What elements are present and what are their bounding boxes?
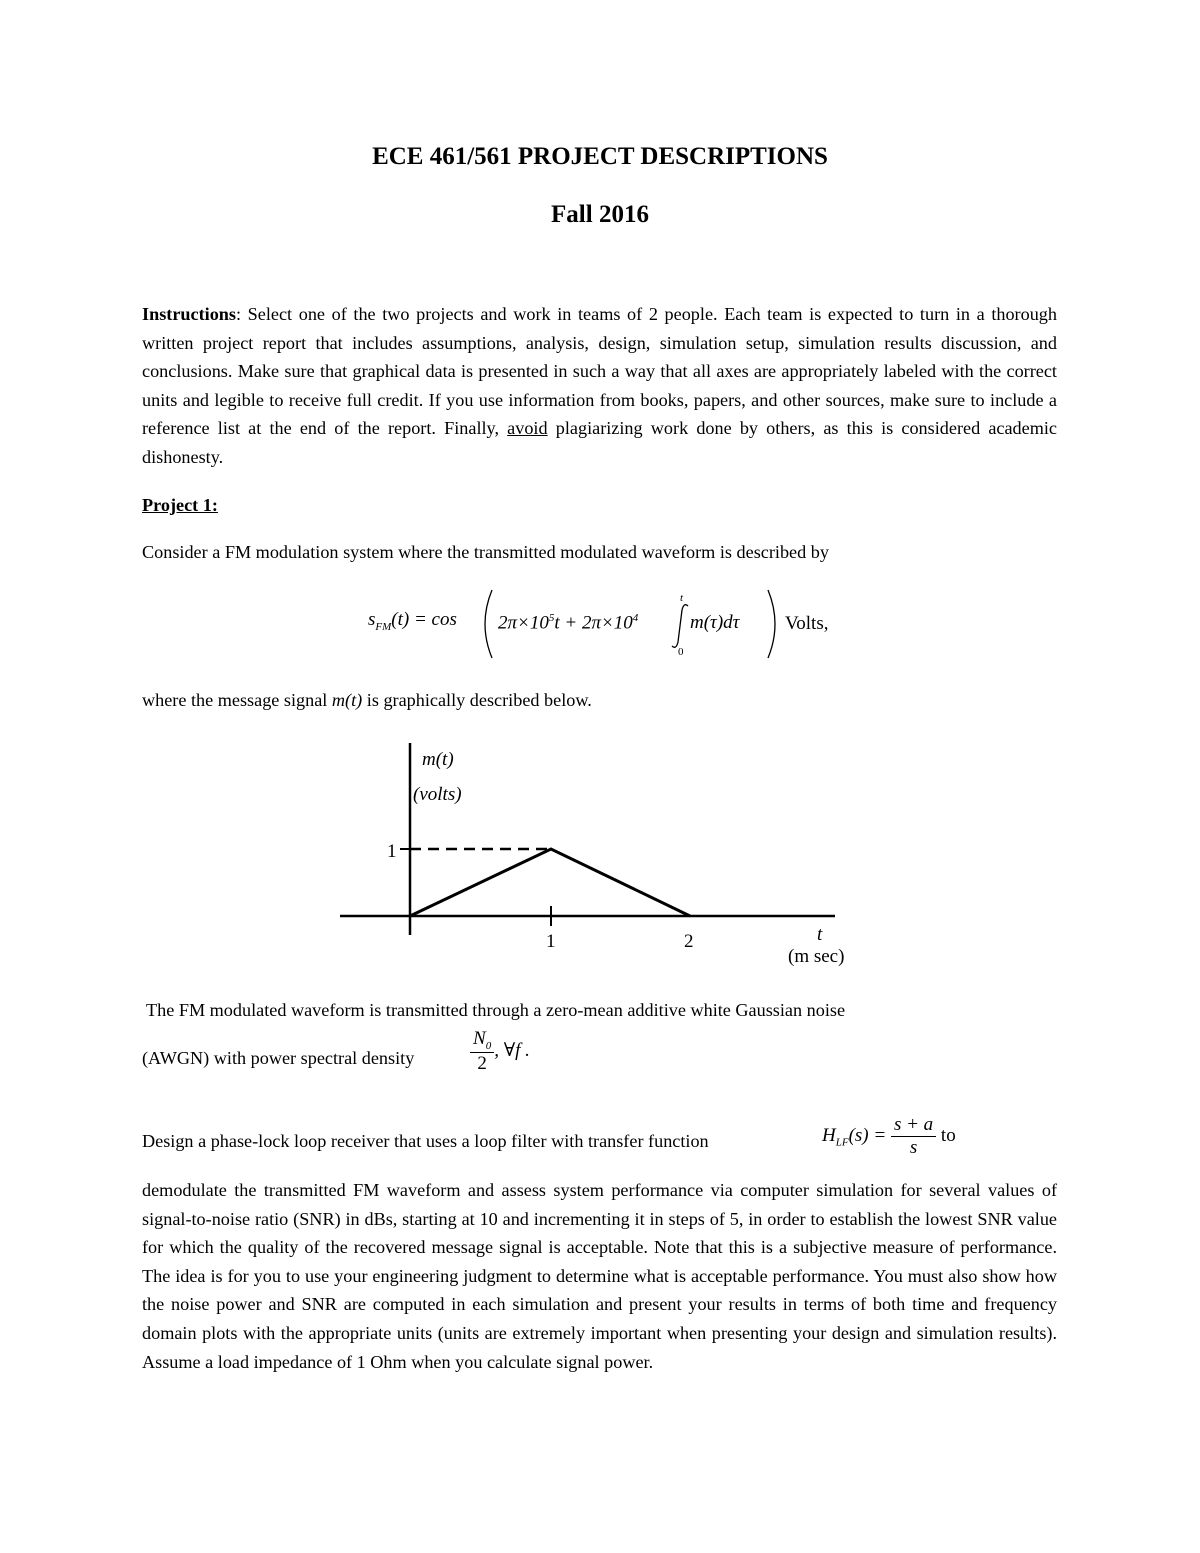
triangle-pulse <box>410 849 690 916</box>
psd-denominator: 2 <box>477 1052 487 1074</box>
tf-lhs: H <box>822 1124 836 1146</box>
instructions-emphasis: avoid <box>507 418 548 439</box>
document-term: Fall 2016 <box>551 201 649 228</box>
psd-tail: , ∀f . <box>494 1039 530 1061</box>
message-symbol: m(t) <box>331 690 363 710</box>
eq-exp2: 4 <box>632 612 639 624</box>
fm-equation <box>368 609 457 633</box>
y-label-1: m(t) <box>422 749 454 770</box>
message-line-b: is graphically described below. <box>362 690 592 710</box>
project1-intro: Consider a FM modulation system where the transmitted modulated waveform is described by <box>142 542 829 562</box>
x-tick-label-2: 2 <box>684 931 694 952</box>
message-signal-figure <box>330 735 870 975</box>
eq-lhs-sub: FM <box>375 620 392 633</box>
tf-tail: to <box>940 1124 956 1146</box>
instructions-paragraph <box>142 300 1057 472</box>
tf-denominator: s <box>909 1137 918 1158</box>
eq-lhs: s <box>368 609 376 630</box>
psd-num-sub: 0 <box>485 1039 492 1052</box>
eq-argument <box>498 612 638 634</box>
eq-lower-limit: 0 <box>678 646 684 658</box>
eq-integrand: m(τ)dτ <box>690 612 740 633</box>
psd-fraction <box>470 1028 494 1075</box>
eq-lhs-arg: (t) = cos <box>391 609 457 630</box>
tf-numerator: s + a <box>891 1114 936 1137</box>
tf-sub: LF <box>835 1136 849 1149</box>
eq-term1: 2π×10 <box>498 612 549 634</box>
psd-num: N <box>473 1028 486 1049</box>
message-line-a: where the message signal <box>142 690 332 710</box>
x-label-1: t <box>817 924 823 945</box>
project1-heading: Project 1: <box>142 495 218 515</box>
psd-numerator <box>470 1028 494 1053</box>
instructions-label: Instructions <box>142 304 236 324</box>
awgn-line-2: (AWGN) with power spectral density <box>142 1048 415 1068</box>
tf-arg: (s) = <box>848 1124 887 1146</box>
psd-expression <box>470 1028 530 1075</box>
design-body: demodulate the transmitted FM waveform and assess system performance via computer simulation for several values of signal-to-noise ratio (SNR) in dBs, starting at 10 and incrementing it in steps of 5, in order to establish the lowest SNR value for which the quality of the recovered message signal is acceptable. Note that this is a subjective measure of performance. The idea is for you to use your engineering judgment to determine what is acceptable performance. You must also show how the noise power and SNR are computed in each simulation and present your results in terms of both time and frequency domain plots with the appropriate units (units are extremely important when presenting your design and simulation results). Assume a load impedance of 1 Ohm when you calculate signal power. <box>142 1180 1057 1372</box>
eq-unit: Volts, <box>785 613 829 634</box>
x-label-2: (m sec) <box>788 946 845 967</box>
awgn-line-1: The FM modulated waveform is transmitted through a zero-mean additive white Gaussian noise <box>146 1000 846 1020</box>
x-tick-label-1: 1 <box>546 931 556 952</box>
document-title: ECE 461/561 PROJECT DESCRIPTIONS <box>372 143 828 170</box>
eq-upper-limit: t <box>680 592 684 604</box>
instructions-text-a: : Select one of the two projects and work in teams of 2 people. Each team is expected to turn in a thorough written project report that includes assumptions, analysis, design, simulation setup, simulation results discussion, and conclusions. Make sure that graphical data is presented in such a way that all axes are appropriately labeled with the correct units and legible to receive full credit. If you use information from books, papers, and other sources, make sure to include a reference list at the end of the report. Finally, <box>142 304 1057 439</box>
message-line <box>142 690 592 711</box>
eq-term1b: t + 2π×10 <box>554 612 633 634</box>
y-tick-label: 1 <box>387 841 397 862</box>
y-label-2: (volts) <box>413 784 462 805</box>
tf-fraction <box>891 1114 936 1159</box>
transfer-function <box>822 1114 956 1159</box>
eq-exp1: 5 <box>548 612 555 624</box>
instructions-text-b: plagiarizing work done by others, as this is considered academic dishonesty. <box>142 418 1057 467</box>
design-lead: Design a phase-lock loop receiver that uses a loop filter with transfer function <box>142 1131 709 1151</box>
